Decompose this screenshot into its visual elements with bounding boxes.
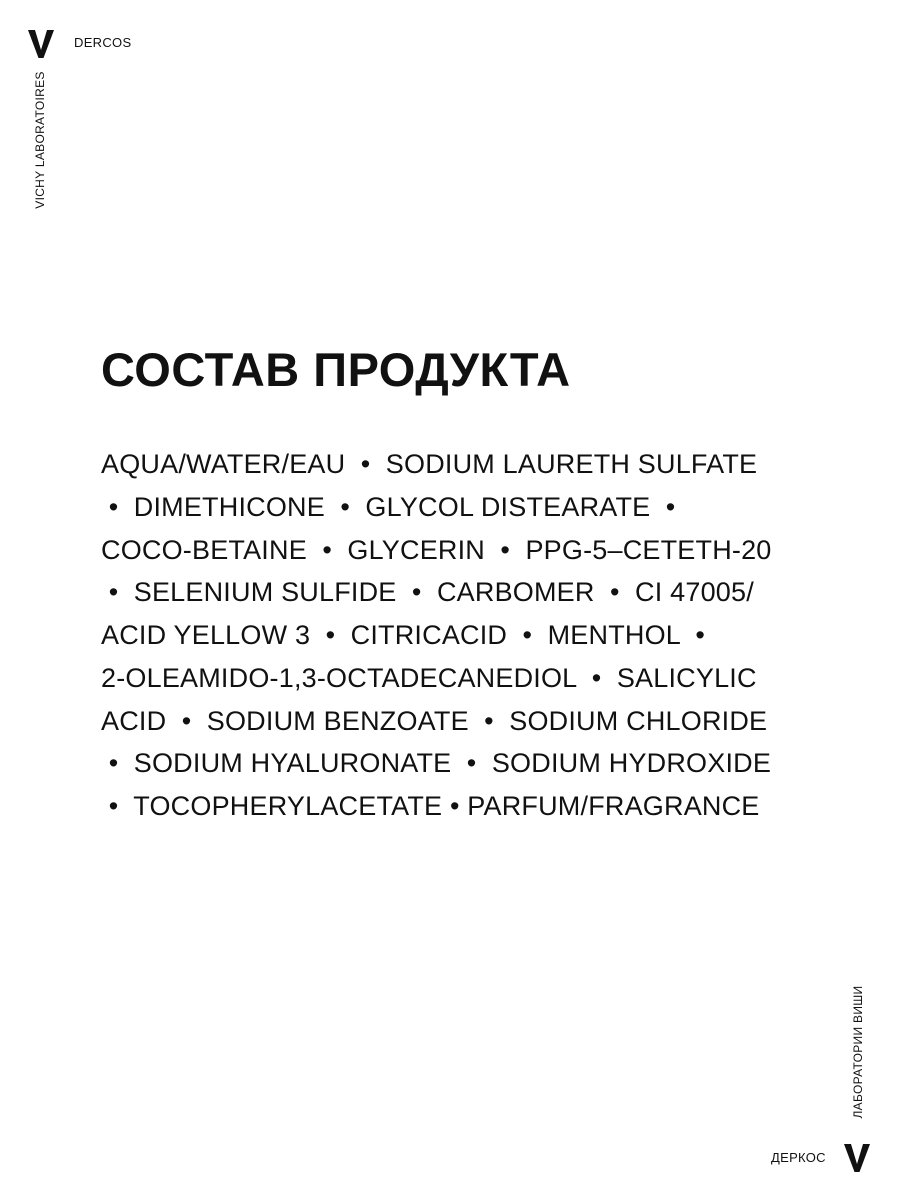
v-logo-icon [844, 1144, 870, 1172]
ingredient-line: AQUA/WATER/EAU • SODIUM LAURETH SULFATE [101, 449, 758, 479]
ingredient-line: • DIMETHICONE • GLYCOL DISTEARATE • [101, 491, 676, 522]
ingredient-line: ACID • SODIUM BENZOATE • SODIUM CHLORIDE [101, 705, 768, 736]
brand-name-bottom: ДЕРКОС [771, 1150, 826, 1165]
ingredient-line: • TOCOPHERYLACETATE • PARFUM/FRAGRANCE [101, 791, 760, 821]
ingredient-line: • SELENIUM SULFIDE • CARBOMER • CI 47005/ [101, 577, 754, 608]
side-label-bottom: ЛАБОРАТОРИИ ВИШИ [851, 985, 865, 1119]
ingredient-line: COCO-BETAINE • GLYCERIN • PPG-5–CETETH-20 [101, 534, 772, 565]
brand-name-top: DERCOS [74, 35, 132, 50]
ingredient-list [101, 443, 841, 828]
ingredient-line: ACID YELLOW 3 • CITRICACID • MENTHOL • [101, 620, 706, 650]
ingredient-line: 2-OLEAMIDO-1,3-OCTADECANEDIOL • SALICYLIC [101, 662, 757, 693]
page-title: СОСТАВ ПРОДУКТА [101, 343, 571, 396]
side-label-top: VICHY LABORATOIRES [33, 71, 47, 209]
v-logo-icon [28, 30, 54, 58]
ingredient-line: • SODIUM HYALURONATE • SODIUM HYDROXIDE [101, 748, 772, 779]
